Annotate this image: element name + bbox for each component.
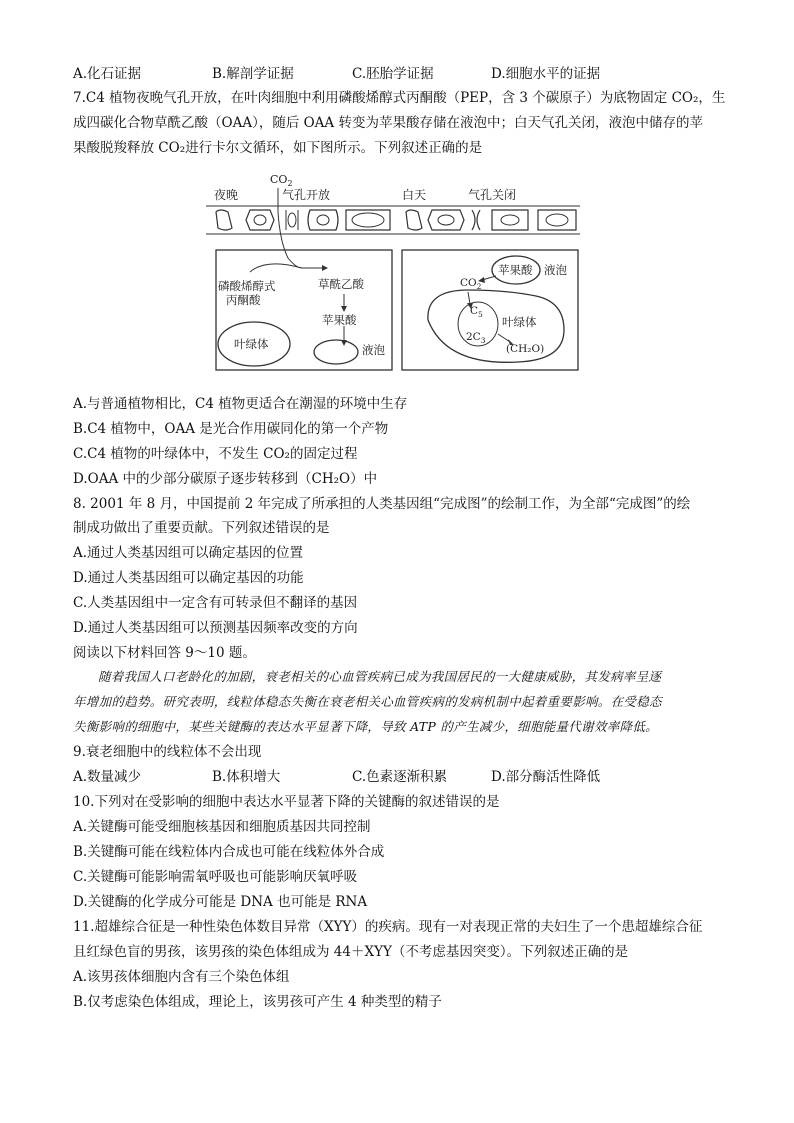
q9-option-c: C.色素逐渐积累 [352,769,448,785]
reading-intro: 阅读以下材料回答 9～10 题。 [73,645,256,661]
q8-option-c: C.人类基因组中一定含有可转录但不翻译的基因 [73,595,358,611]
label-oaa: 草酰乙酸 [318,277,364,291]
q10-option-d: D.关键酶的化学成分可能是 DNA 也可能是 RNA [73,894,368,910]
q8-stem-line-1: 8. 2001 年 8 月，中国提前 2 年完成了所承担的人类基因组“完成图”的绘制工作，为全部“完成图”的绘 [73,496,691,512]
q8-option-b: D.通过人类基因组可以确定基因的功能 [73,570,304,586]
q8-option-a: A.通过人类基因组可以确定基因的位置 [73,545,304,561]
q9-option-b: B.体积增大 [212,769,281,785]
label-pep-1: 磷酸烯醇式 [218,279,276,293]
q10-stem: 10.下列对在受影响的细胞中表达水平显著下降的关键酶的叙述错误的是 [73,794,500,810]
label-chloroplast-right: 叶绿体 [502,315,537,329]
passage-line-3: 失衡影响的细胞中，某些关键酶的表达水平显著下降，导致 ATP 的产生减少，细胞能量代谢效率降低。 [73,719,658,734]
q8-option-d: D.通过人类基因组可以预测基因频率改变的方向 [73,620,358,636]
q11-option-a: A.该男孩体细胞内含有三个染色体组 [73,969,290,985]
q9-option-d: D.部分酶活性降低 [491,769,601,785]
passage-line-1: 随着我国人口老龄化的加剧，衰老相关的心血管疾病已成为我国居民的一大健康威胁，其发病率呈逐 [98,669,662,684]
q11-option-b: B.仅考虑染色体组成，理论上，该男孩可产生 4 种类型的精子 [73,994,442,1010]
reading-passage [73,664,723,739]
q9-option-a: A.数量减少 [73,769,142,785]
q7-stem-line-2: 成四碳化合物草酰乙酸（OAA），随后 OAA 转变为苹果酸存储在液泡中；白天气孔关闭，液泡中储存的苹 [73,115,703,131]
q10-option-a: A.关键酶可能受细胞核基因和细胞质基因共同控制 [73,819,371,835]
label-c5: $C_5$ [470,305,483,319]
label-malate-left: 苹果酸 [322,313,357,327]
q8-stem-line-2: 制成功做出了重要贡献。下列叙述错误的是 [73,520,330,536]
q6-option-a: A.化石证据 [73,66,142,82]
q6-option-b: B.解剖学证据 [212,66,294,82]
q7-stem-line-1: 7.C4 植物夜晚气孔开放，在叶肉细胞中利用磷酸烯醇式丙酮酸（PEP，含 3 个碳原子）为底物固定 CO₂，生 [73,90,726,106]
q11-stem-line-1: 11.超雄综合征是一种性染色体数目异常（XYY）的疾病。现有一对表现正常的夫妇生了一个患超雄综合征 [73,919,703,935]
label-pep-2: 丙酮酸 [226,293,261,307]
label-stomata-closed: 气孔关闭 [468,188,517,202]
label-c3: $2C_3$ [466,331,486,345]
q7-option-c: C.C4 植物的叶绿体中，不发生 CO₂的固定过程 [73,446,358,462]
label-ch2o: (CH₂O) [506,343,545,355]
label-stomata-open: 气孔开放 [282,188,331,202]
label-vacuole-right: 液泡 [544,263,567,277]
passage-line-2: 年增加的趋势。研究表明，线粒体稳态失衡在衰老相关心血管疾病的发病机制中起着重要影响。在受稳态 [73,694,662,709]
q6-option-c: C.胚胎学证据 [352,66,434,82]
c4-plant-diagram [206,172,586,372]
q9-stem: 9.衰老细胞中的线粒体不会出现 [73,744,262,760]
q10-option-c: C.关键酶可能影响需氧呼吸也可能影响厌氧呼吸 [73,869,358,885]
q7-option-a: A.与普通植物相比，C4 植物更适合在潮湿的环境中生存 [73,396,408,412]
q6-option-d: D.细胞水平的证据 [491,66,601,82]
label-night: 夜晚 [214,188,239,202]
label-co2-right: $CO_2$ [460,277,482,291]
q10-option-b: B.关键酶可能在线粒体内合成也可能在线粒体外合成 [73,844,385,860]
label-malate-right: 苹果酸 [498,263,533,277]
label-co2-top: $CO_2$ [270,173,293,188]
q7-option-d: D.OAA 中的少部分碳原子逐步转移到（CH₂O）中 [73,471,378,487]
label-vacuole-left: 液泡 [362,343,385,357]
label-day: 白天 [402,188,427,202]
q7-option-b: B.C4 植物中，OAA 是光合作用碳同化的第一个产物 [73,421,389,437]
q7-stem-line-3: 果酸脱羧释放 CO₂进行卡尔文循环，如下图所示。下列叙述正确的是 [73,140,483,156]
label-chloroplast-left: 叶绿体 [234,337,269,351]
q11-stem-line-2: 且红绿色盲的男孩，该男孩的染色体组成为 44＋XYY（不考虑基因突变）。下列叙述正确的是 [73,944,629,960]
